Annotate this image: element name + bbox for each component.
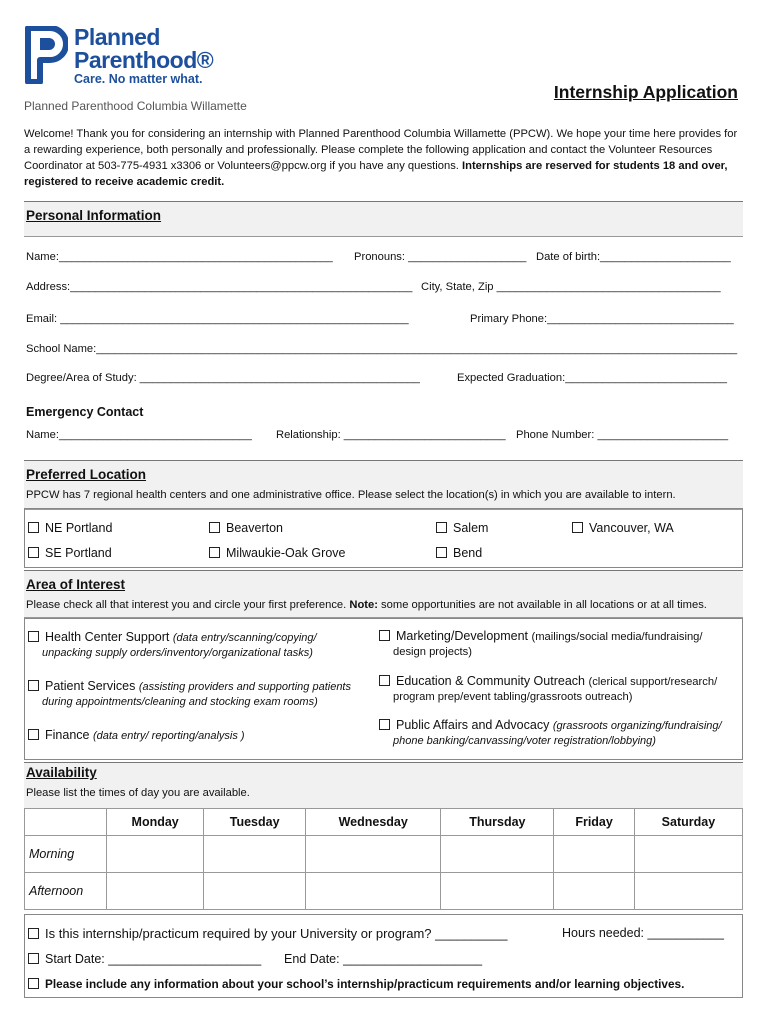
start-date-field[interactable]: Start Date: ______________________ (28, 952, 261, 966)
name-field[interactable]: Name:____________________________________________ (26, 251, 333, 263)
availability-header-row (25, 809, 743, 836)
pronouns-field[interactable]: Pronouns: ___________________ (354, 251, 527, 263)
row-label-afternoon: Afternoon (25, 873, 107, 910)
checkbox-icon[interactable] (28, 729, 39, 740)
interest-title: Area of Interest (26, 577, 126, 592)
school-requirements-prompt[interactable]: Please include any information about your school’s internship/practicum requirements and/or learning objectives. (28, 977, 684, 991)
location-checkbox-milwaukie[interactable]: Milwaukie-Oak Grove (209, 546, 345, 560)
intro-paragraph: Welcome! Thank you for considering an internship with Planned Parenthood Columbia Willamette (PPCW). We hope your time here provides for a rewarding experience, both personally and professionally. Please complete the following application and contact the Volunteer Resources Coordinator at 503-775-4931 x3306 or Volunteers@ppcw.org if you have any questions. Internships are reserved for students 18 and over, registered to receive academic credit. (24, 128, 738, 188)
table-row (25, 873, 743, 910)
day-header: Friday (554, 809, 634, 836)
availability-table (24, 808, 743, 910)
checkbox-icon[interactable] (28, 978, 39, 989)
location-checkbox-se-portland[interactable]: SE Portland (28, 546, 112, 560)
org-name: Planned Parenthood Columbia Willamette (24, 99, 247, 113)
personal-info-title: Personal Information (26, 208, 162, 223)
degree-field[interactable]: Degree/Area of Study: _____________________________________________ (26, 372, 420, 384)
availability-cell[interactable] (441, 836, 554, 873)
emergency-name-field[interactable]: Name:_______________________________ (26, 429, 252, 441)
availability-cell[interactable] (204, 873, 306, 910)
availability-cell[interactable] (107, 836, 204, 873)
checkbox-icon[interactable] (379, 675, 390, 686)
location-options-frame (24, 508, 743, 568)
emergency-relationship-field[interactable]: Relationship: __________________________ (276, 429, 506, 441)
availability-header (24, 762, 743, 809)
graduation-field[interactable]: Expected Graduation:__________________________ (457, 372, 727, 384)
table-row (25, 836, 743, 873)
checkbox-icon[interactable] (28, 547, 39, 558)
interest-health-center-support[interactable]: Health Center Support (data entry/scanning/copying/ unpacking supply orders/inventory/organizational tasks) (28, 630, 317, 659)
checkbox-icon[interactable] (379, 719, 390, 730)
location-checkbox-ne-portland[interactable]: NE Portland (28, 521, 112, 535)
checkbox-icon[interactable] (28, 680, 39, 691)
location-checkbox-bend[interactable]: Bend (436, 546, 482, 560)
checkbox-icon[interactable] (436, 522, 447, 533)
availability-cell[interactable] (107, 873, 204, 910)
availability-cell[interactable] (634, 873, 742, 910)
interest-finance[interactable]: Finance (data entry/ reporting/analysis ) (28, 728, 245, 742)
availability-title: Availability (26, 765, 97, 780)
checkbox-icon[interactable] (209, 547, 220, 558)
interest-public-affairs[interactable]: Public Affairs and Advocacy (grassroots organizing/fundraising/ phone banking/canvassing/voter registration/lobbying) (379, 718, 722, 747)
interest-patient-services[interactable]: Patient Services (assisting providers and supporting patients during appointments/cleaning and stocking exam rooms) (28, 679, 351, 708)
city-state-zip-field[interactable]: City, State, Zip ____________________________________ (421, 281, 721, 293)
location-description: PPCW has 7 regional health centers and one administrative office. Please select the location(s) in which you are available to intern. (26, 489, 676, 501)
checkbox-icon[interactable] (436, 547, 447, 558)
checkbox-icon[interactable] (28, 522, 39, 533)
row-label-morning: Morning (25, 836, 107, 873)
availability-cell[interactable] (204, 836, 306, 873)
location-checkbox-vancouver[interactable]: Vancouver, WA (572, 521, 674, 535)
availability-cell[interactable] (634, 836, 742, 873)
dob-field[interactable]: Date of birth:_____________________ (536, 251, 731, 263)
checkbox-icon[interactable] (28, 953, 39, 964)
address-field[interactable]: Address:_______________________________________________________ (26, 281, 413, 293)
checkbox-icon[interactable] (572, 522, 583, 533)
checkbox-icon[interactable] (28, 928, 39, 939)
school-name-field[interactable]: School Name:_______________________________________________________________________________________________________ (26, 343, 738, 355)
location-title: Preferred Location (26, 467, 147, 482)
availability-cell[interactable] (441, 873, 554, 910)
day-header: Thursday (441, 809, 554, 836)
interest-description: Please check all that interest you and circle your first preference. Note: some opportunities are not available in all locations or at all times. (26, 599, 707, 611)
availability-cell[interactable] (306, 873, 441, 910)
checkbox-icon[interactable] (28, 631, 39, 642)
logo-wordmark: Planned Parenthood® (74, 24, 214, 73)
page-title: Internship Application (553, 82, 738, 102)
emergency-phone-field[interactable]: Phone Number: _____________________ (516, 429, 729, 441)
availability-cell[interactable] (554, 836, 634, 873)
email-field[interactable]: Email: ________________________________________________________ (26, 313, 409, 325)
day-header: Wednesday (306, 809, 441, 836)
planned-parenthood-logo-icon (24, 26, 68, 84)
primary-phone-field[interactable]: Primary Phone:______________________________ (470, 313, 734, 325)
day-header: Tuesday (204, 809, 306, 836)
availability-cell[interactable] (554, 873, 634, 910)
end-date-field[interactable]: End Date: ____________________ (284, 952, 483, 966)
emergency-contact-title: Emergency Contact (26, 405, 144, 419)
day-header: Monday (107, 809, 204, 836)
location-checkbox-salem[interactable]: Salem (436, 521, 488, 535)
checkbox-icon[interactable] (379, 630, 390, 641)
interest-marketing-development[interactable]: Marketing/Development (mailings/social media/fundraising/ design projects) (379, 629, 703, 658)
corner-cell (25, 809, 107, 836)
availability-description: Please list the times of day you are available. (26, 787, 250, 799)
logo-tagline: Care. No matter what. (74, 72, 203, 86)
location-checkbox-beaverton[interactable]: Beaverton (209, 521, 283, 535)
required-internship-question[interactable]: Is this internship/practicum required by your University or program? __________ (28, 926, 507, 941)
availability-cell[interactable] (306, 836, 441, 873)
checkbox-icon[interactable] (209, 522, 220, 533)
day-header: Saturday (634, 809, 742, 836)
interest-education-outreach[interactable]: Education & Community Outreach (clerical support/research/ program prep/event tabling/grassroots outreach) (379, 674, 717, 703)
hours-needed-field[interactable]: Hours needed: ___________ (562, 926, 724, 940)
